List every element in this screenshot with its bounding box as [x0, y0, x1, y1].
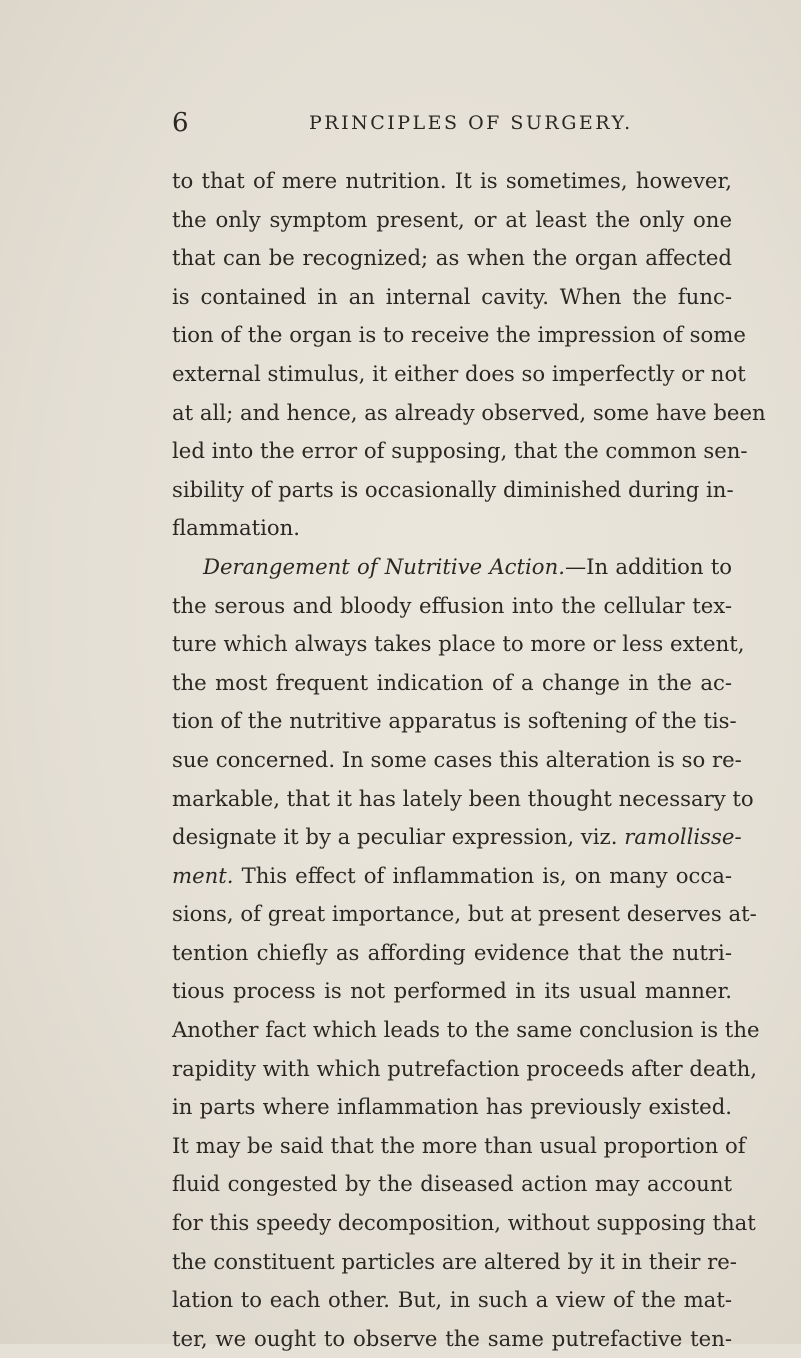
text-line: led into the error of supposing, that the common sen-: [172, 438, 748, 464]
text-segment: This effect of inflammation is, on many occa-: [241, 862, 732, 888]
text-line: markable, that it has lately been thought necessary to: [172, 785, 754, 811]
text-line: sue concerned. In some cases this alteration is so re-: [172, 746, 742, 772]
text-line: sions, of great importance, but at present deserves at-: [172, 901, 757, 927]
text-line: is contained in an internal cavity. When the func-: [172, 283, 732, 309]
section-heading-continuation: —In addition to: [564, 553, 733, 579]
body-text: [172, 162, 766, 1358]
text-line: the most frequent indication of a change in the ac-: [172, 669, 732, 695]
italic-term: ment.: [172, 862, 234, 888]
italic-term: ramollisse-: [624, 824, 742, 850]
text-line: the serous and bloody effusion into the cellular tex-: [172, 592, 732, 618]
text-line: the constituent particles are altered by it in their re-: [172, 1248, 737, 1274]
text-line: ter, we ought to observe the same putrefactive ten-: [172, 1325, 732, 1351]
text-line: for this speedy decomposition, without supposing that: [172, 1210, 756, 1236]
text-line: fluid congested by the diseased action may account: [172, 1171, 732, 1197]
text-line: tion of the organ is to receive the impression of some: [172, 322, 746, 348]
text-line: rapidity with which putrefaction proceeds after death,: [172, 1055, 758, 1081]
text-line-with-term: [172, 818, 742, 857]
page-number: 6: [172, 108, 189, 138]
text-line: It may be said that the more than usual proportion of: [172, 1132, 746, 1158]
section-heading-line: [172, 548, 732, 587]
text-line: flammation.: [172, 515, 301, 541]
text-line: sibility of parts is occasionally diminished during in-: [172, 476, 734, 502]
text-segment: designate it by a peculiar expression, viz.: [172, 824, 618, 850]
text-line: external stimulus, it either does so imperfectly or not: [172, 360, 746, 386]
text-line: the only symptom present, or at least the only one: [172, 206, 732, 232]
text-line: lation to each other. But, in such a view of the mat-: [172, 1287, 732, 1313]
text-line: tion of the nutritive apparatus is softening of the tis-: [172, 708, 737, 734]
text-line: tention chiefly as affording evidence that the nutri-: [172, 939, 732, 965]
running-title: PRINCIPLES OF SURGERY.: [309, 112, 633, 134]
text-line-with-term: [172, 857, 732, 896]
section-heading: Derangement of Nutritive Action.: [203, 553, 565, 579]
running-head: [172, 104, 732, 142]
text-line: that can be recognized; as when the organ affected: [172, 245, 732, 271]
text-line: to that of mere nutrition. It is sometimes, however,: [172, 168, 732, 193]
text-line: ture which always takes place to more or less extent,: [172, 631, 745, 657]
text-line: in parts where inflammation has previously existed.: [172, 1094, 732, 1120]
text-line: Another fact which leads to the same conclusion is the: [172, 1017, 760, 1043]
text-line: at all; and hence, as already observed, some have been: [172, 399, 766, 425]
text-line: tious process is not performed in its usual manner.: [172, 978, 732, 1004]
